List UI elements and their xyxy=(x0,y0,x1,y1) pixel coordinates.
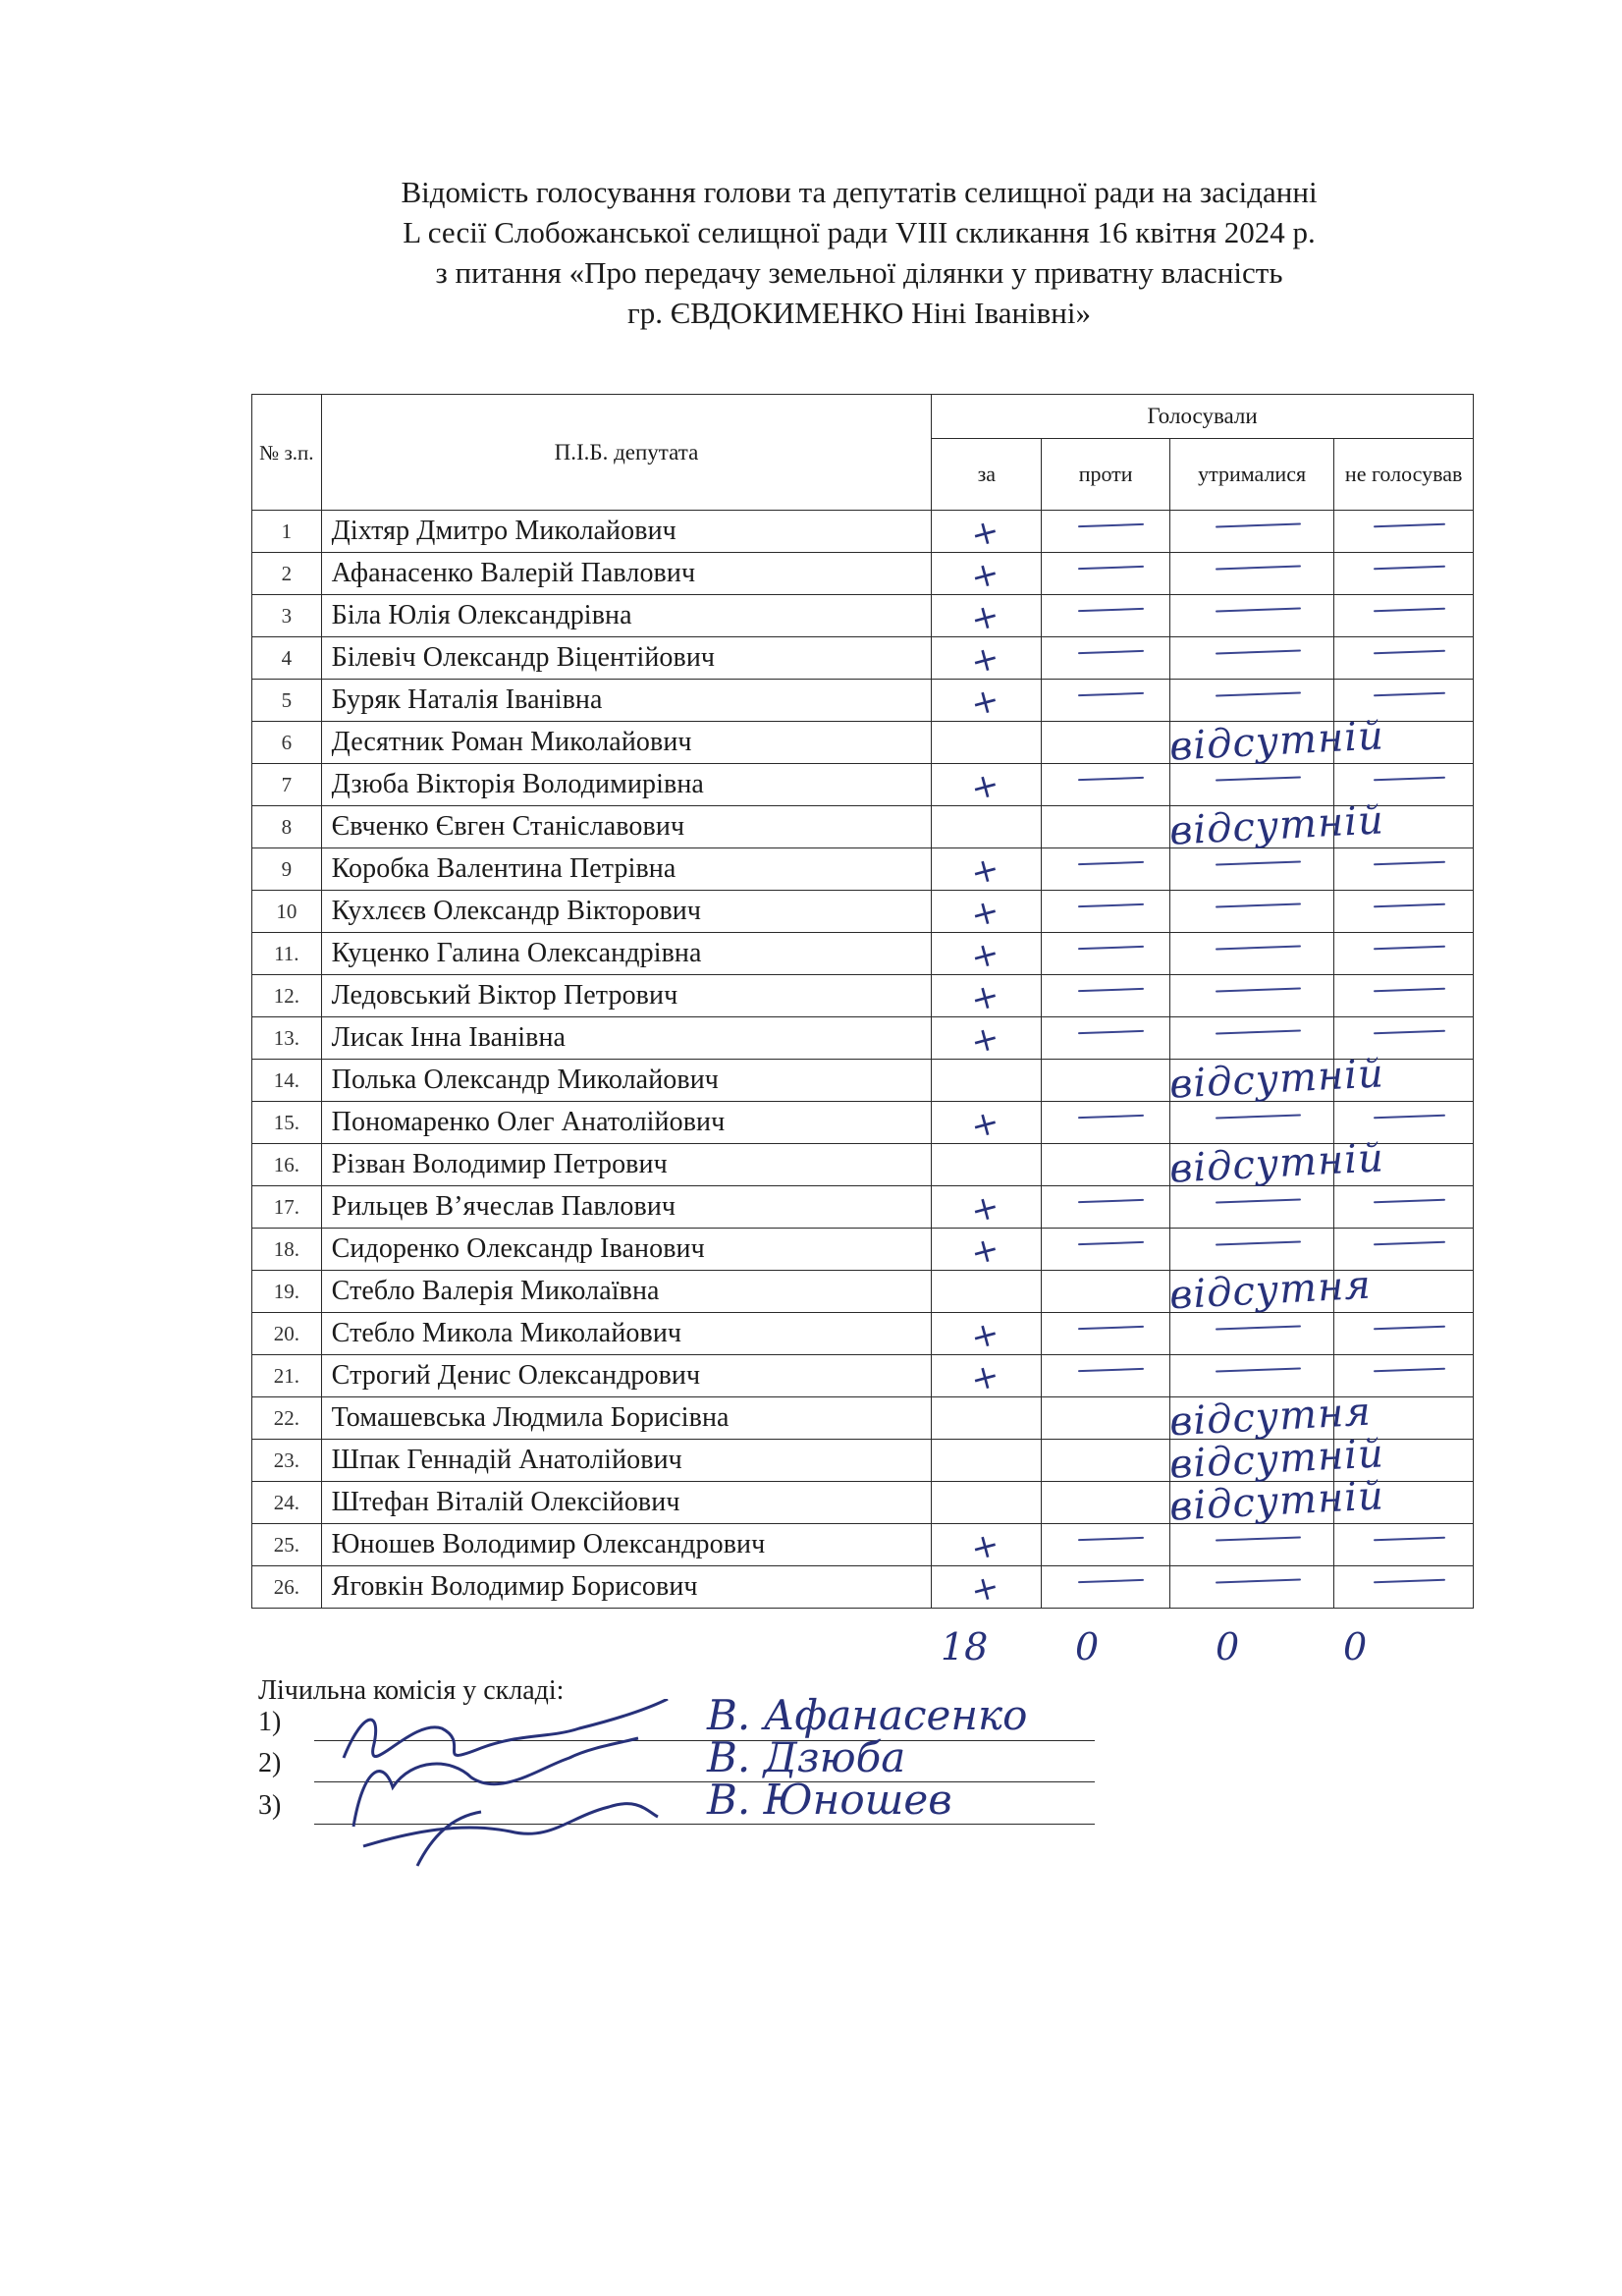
table-row xyxy=(252,1355,1474,1397)
vote-cell-utr xyxy=(1169,933,1334,975)
vote-cell-ne xyxy=(1334,1313,1474,1355)
table-row xyxy=(252,1060,1474,1102)
title-line-4: гр. ЄВДОКИМЕНКО Ніні Іванівні» xyxy=(626,296,1091,330)
vote-cell-ne xyxy=(1334,511,1474,553)
dash-mark xyxy=(1374,650,1445,655)
dash-mark xyxy=(1078,988,1144,992)
table-row xyxy=(252,933,1474,975)
vote-cell-za xyxy=(932,1354,1042,1401)
voting-rows xyxy=(252,510,1474,1613)
vote-cell-utr xyxy=(1169,722,1334,764)
vote-cell-proty xyxy=(1042,1135,1386,1192)
table-row xyxy=(252,764,1474,806)
vote-cell-utr xyxy=(1169,1355,1334,1397)
dash-mark xyxy=(1216,902,1301,907)
row-number: 3 xyxy=(252,595,322,637)
dash-mark xyxy=(1216,1198,1301,1203)
dash-mark xyxy=(1078,1030,1144,1034)
table-row xyxy=(252,1229,1474,1271)
vote-cell-proty xyxy=(1042,1262,1374,1319)
vote-cell-ne xyxy=(1334,595,1474,637)
vote-cell-proty xyxy=(1042,1229,1169,1271)
vote-cell-utr xyxy=(1169,1144,1334,1186)
dash-mark xyxy=(1374,1368,1445,1373)
dash-mark xyxy=(1216,1578,1301,1583)
vote-cell-utr xyxy=(1169,1313,1334,1355)
vote-cell-za xyxy=(932,1101,1042,1148)
absent-note: відсутній xyxy=(1168,1473,1386,1530)
title-line-2: L сесії Слобожанської селищної ради VIII скликання 16 квітня 2024 р. xyxy=(403,215,1316,249)
vote-cell-za xyxy=(932,1060,1042,1102)
total-not-voted: 0 xyxy=(1343,1625,1368,1668)
vote-cell-za xyxy=(932,636,1042,683)
deputy-name: Стебло Валерія Миколаївна xyxy=(321,1271,932,1313)
dash-mark xyxy=(1216,1240,1301,1245)
vote-cell-proty xyxy=(1042,511,1169,553)
row-number: 2 xyxy=(252,553,322,595)
row-number: 6 xyxy=(252,722,322,764)
vote-cell-za xyxy=(932,722,1042,764)
vote-cell-ne xyxy=(1334,848,1474,891)
dash-mark xyxy=(1374,1579,1445,1584)
dash-mark xyxy=(1078,1326,1144,1330)
deputy-name: Сидоренко Олександр Іванович xyxy=(321,1229,932,1271)
deputy-name: Діхтяр Дмитро Миколайович xyxy=(321,511,932,553)
vote-cell-utr xyxy=(1169,975,1334,1017)
commission-label: Лічильна комісія у складі: xyxy=(258,1675,565,1706)
header-name: П.І.Б. депутата xyxy=(321,395,932,511)
total-abstained: 0 xyxy=(1216,1625,1240,1668)
voting-table xyxy=(251,394,1474,1613)
vote-cell-ne xyxy=(1334,933,1474,975)
vote-cell-za xyxy=(932,552,1042,599)
dash-mark xyxy=(1078,1368,1144,1372)
row-number: 4 xyxy=(252,637,322,680)
table-row xyxy=(252,680,1474,722)
table-row xyxy=(252,891,1474,933)
dash-mark xyxy=(1374,1199,1445,1204)
commission-member-2: В. Дзюба xyxy=(707,1733,906,1781)
deputy-name: Томашевська Людмила Борисівна xyxy=(321,1397,932,1440)
vote-cell-za xyxy=(932,594,1042,641)
vote-cell-proty xyxy=(1042,680,1169,722)
deputy-name: Стебло Микола Миколайович xyxy=(321,1313,932,1355)
dash-mark xyxy=(1216,649,1301,654)
dash-mark xyxy=(1216,607,1301,612)
deputy-name: Біла Юлія Олександрівна xyxy=(321,595,932,637)
vote-cell-ne xyxy=(1334,1144,1474,1186)
row-number: 7 xyxy=(252,764,322,806)
dash-mark xyxy=(1374,1115,1445,1120)
vote-cell-utr xyxy=(1169,1102,1334,1144)
dash-mark xyxy=(1078,1199,1144,1203)
table-row xyxy=(252,595,1474,637)
dash-mark xyxy=(1374,988,1445,993)
vote-for-mark: + xyxy=(966,1565,1004,1613)
vote-cell-proty xyxy=(1042,1431,1386,1488)
vote-cell-za xyxy=(932,890,1042,937)
dash-mark xyxy=(1078,946,1144,950)
vote-cell-proty xyxy=(1042,1017,1169,1060)
vote-cell-ne xyxy=(1334,891,1474,933)
dash-mark xyxy=(1374,608,1445,613)
vote-cell-proty xyxy=(1042,1051,1386,1108)
dash-mark xyxy=(1374,1537,1445,1542)
row-number: 26. xyxy=(252,1566,322,1609)
vote-cell-utr xyxy=(1169,553,1334,595)
row-number: 22. xyxy=(252,1397,322,1440)
vote-cell-utr xyxy=(1169,848,1334,891)
dash-mark xyxy=(1078,566,1144,570)
vote-cell-utr xyxy=(1169,637,1334,680)
vote-cell-za xyxy=(932,1440,1042,1482)
header-against: проти xyxy=(1042,439,1169,511)
dash-mark xyxy=(1374,946,1445,951)
table-row xyxy=(252,975,1474,1017)
row-number: 9 xyxy=(252,848,322,891)
vote-cell-proty xyxy=(1042,933,1169,975)
dash-mark xyxy=(1374,1326,1445,1331)
vote-cell-za xyxy=(932,510,1042,557)
deputy-name: Різван Володимир Петрович xyxy=(321,1144,932,1186)
table-row xyxy=(252,1524,1474,1566)
vote-cell-za xyxy=(932,847,1042,895)
vote-cell-proty xyxy=(1042,1389,1374,1446)
vote-cell-proty xyxy=(1042,1186,1169,1229)
row-number: 14. xyxy=(252,1060,322,1102)
vote-cell-za xyxy=(932,1016,1042,1064)
vote-for-mark: + xyxy=(966,890,1004,937)
vote-for-mark: + xyxy=(966,974,1004,1021)
table-row xyxy=(252,1186,1474,1229)
dash-mark xyxy=(1216,1029,1301,1034)
dash-mark xyxy=(1374,1030,1445,1035)
vote-cell-utr xyxy=(1169,764,1334,806)
vote-cell-za xyxy=(932,1482,1042,1524)
dash-mark xyxy=(1374,692,1445,697)
dash-mark xyxy=(1374,861,1445,866)
vote-cell-utr xyxy=(1169,1060,1334,1102)
dash-mark xyxy=(1078,650,1144,654)
dash-mark xyxy=(1374,523,1445,528)
dash-mark xyxy=(1374,903,1445,908)
vote-cell-za xyxy=(932,932,1042,979)
dash-mark xyxy=(1216,945,1301,950)
vote-cell-proty xyxy=(1042,848,1169,891)
absent-note: відсутня xyxy=(1168,1262,1374,1319)
dash-mark xyxy=(1216,1367,1301,1372)
vote-cell-utr xyxy=(1169,1229,1334,1271)
vote-cell-proty xyxy=(1042,1313,1169,1355)
vote-cell-proty xyxy=(1042,1102,1169,1144)
vote-cell-ne xyxy=(1334,1186,1474,1229)
row-number: 11. xyxy=(252,933,322,975)
table-row xyxy=(252,1566,1474,1609)
vote-cell-proty xyxy=(1042,1566,1169,1609)
row-number: 5 xyxy=(252,680,322,722)
row-number: 10 xyxy=(252,891,322,933)
absent-note: відсутній xyxy=(1168,1051,1386,1108)
vote-for-mark: + xyxy=(966,1016,1004,1064)
vote-cell-utr xyxy=(1169,680,1334,722)
dash-mark xyxy=(1374,1241,1445,1246)
dash-mark xyxy=(1216,1536,1301,1541)
row-number: 25. xyxy=(252,1524,322,1566)
vote-for-mark: + xyxy=(966,763,1004,810)
vote-cell-za xyxy=(932,679,1042,726)
vote-for-mark: + xyxy=(966,1354,1004,1401)
vote-cell-utr xyxy=(1169,595,1334,637)
vote-cell-ne xyxy=(1334,722,1474,764)
vote-for-mark: + xyxy=(966,636,1004,683)
table-row xyxy=(252,722,1474,764)
vote-cell-utr xyxy=(1169,511,1334,553)
dash-mark xyxy=(1078,692,1144,696)
row-number: 1 xyxy=(252,511,322,553)
vote-cell-proty xyxy=(1042,1355,1169,1397)
vote-cell-ne xyxy=(1334,1482,1474,1524)
deputy-name: Буряк Наталія Іванівна xyxy=(321,680,932,722)
deputy-name: Ледовський Віктор Петрович xyxy=(321,975,932,1017)
commission-index-3: 3) xyxy=(258,1790,282,1821)
deputy-name: Євченко Євген Станіславович xyxy=(321,806,932,848)
vote-cell-za xyxy=(932,1565,1042,1613)
vote-cell-proty xyxy=(1042,713,1386,770)
deputy-name: Строгий Денис Олександрович xyxy=(321,1355,932,1397)
dash-mark xyxy=(1078,903,1144,907)
table-row xyxy=(252,1313,1474,1355)
table-row xyxy=(252,1482,1474,1524)
absent-note: відсутній xyxy=(1168,797,1386,854)
deputy-name: Куценко Галина Олександрівна xyxy=(321,933,932,975)
row-number: 21. xyxy=(252,1355,322,1397)
deputy-name: Шпак Геннадій Анатолійович xyxy=(321,1440,932,1482)
row-number: 23. xyxy=(252,1440,322,1482)
vote-cell-ne xyxy=(1334,1524,1474,1566)
deputy-name: Афанасенко Валерій Павлович xyxy=(321,553,932,595)
vote-cell-utr xyxy=(1169,1440,1334,1482)
vote-cell-ne xyxy=(1334,553,1474,595)
vote-cell-proty xyxy=(1042,1524,1169,1566)
vote-for-mark: + xyxy=(966,1312,1004,1359)
dash-mark xyxy=(1078,1115,1144,1119)
row-number: 18. xyxy=(252,1229,322,1271)
commission-index-2: 2) xyxy=(258,1748,282,1778)
deputy-name: Десятник Роман Миколайович xyxy=(321,722,932,764)
deputy-name: Юношев Володимир Олександрович xyxy=(321,1524,932,1566)
row-number: 15. xyxy=(252,1102,322,1144)
dash-mark xyxy=(1078,1579,1144,1583)
row-number: 20. xyxy=(252,1313,322,1355)
vote-cell-proty xyxy=(1042,797,1386,854)
vote-cell-za xyxy=(932,1523,1042,1570)
total-for: 18 xyxy=(941,1625,989,1668)
row-number: 13. xyxy=(252,1017,322,1060)
vote-cell-za xyxy=(932,1144,1042,1186)
table-row xyxy=(252,1440,1474,1482)
header-number: № з.п. xyxy=(252,395,322,511)
dash-mark xyxy=(1078,1241,1144,1245)
vote-cell-utr xyxy=(1169,1017,1334,1060)
deputy-name: Лисак Інна Іванівна xyxy=(321,1017,932,1060)
vote-cell-proty xyxy=(1042,637,1169,680)
vote-cell-proty xyxy=(1042,891,1169,933)
vote-cell-za xyxy=(932,974,1042,1021)
dash-mark xyxy=(1078,523,1144,527)
vote-cell-proty xyxy=(1042,975,1169,1017)
vote-cell-utr xyxy=(1169,806,1334,848)
header-voted: Голосували xyxy=(932,395,1474,439)
dash-mark xyxy=(1078,1537,1144,1541)
commission-member-3: В. Юношев xyxy=(707,1776,952,1824)
vote-cell-ne xyxy=(1334,1060,1474,1102)
table-row xyxy=(252,806,1474,848)
header-abstained: утрималися xyxy=(1169,439,1334,511)
document-title xyxy=(295,172,1424,333)
vote-for-mark: + xyxy=(966,552,1004,599)
dash-mark xyxy=(1374,566,1445,571)
table-row xyxy=(252,511,1474,553)
vote-cell-utr xyxy=(1169,1482,1334,1524)
dash-mark xyxy=(1216,776,1301,781)
absent-note: відсутній xyxy=(1168,1135,1386,1192)
row-number: 16. xyxy=(252,1144,322,1186)
table-row xyxy=(252,1144,1474,1186)
vote-cell-za xyxy=(932,1271,1042,1313)
table-row xyxy=(252,1102,1474,1144)
vote-cell-ne xyxy=(1334,1271,1474,1313)
deputy-name: Коробка Валентина Петрівна xyxy=(321,848,932,891)
vote-cell-za xyxy=(932,1397,1042,1440)
vote-cell-ne xyxy=(1334,975,1474,1017)
vote-for-mark: + xyxy=(966,847,1004,895)
vote-cell-utr xyxy=(1169,891,1334,933)
table-row xyxy=(252,1271,1474,1313)
vote-cell-za xyxy=(932,1185,1042,1232)
header-not-voted: не голосував xyxy=(1334,439,1474,511)
vote-cell-utr xyxy=(1169,1271,1334,1313)
commission-member-1: В. Афанасенко xyxy=(707,1691,1028,1739)
row-number: 24. xyxy=(252,1482,322,1524)
deputy-name: Пономаренко Олег Анатолійович xyxy=(321,1102,932,1144)
vote-cell-ne xyxy=(1334,806,1474,848)
vote-cell-utr xyxy=(1169,1566,1334,1609)
commission-index-1: 1) xyxy=(258,1707,282,1737)
deputy-name: Білевіч Олександр Віцентійович xyxy=(321,637,932,680)
dash-mark xyxy=(1216,1114,1301,1119)
vote-cell-proty xyxy=(1042,764,1169,806)
vote-cell-za xyxy=(932,1228,1042,1275)
dash-mark xyxy=(1078,861,1144,865)
deputy-name: Кухлєєв Олександр Вікторович xyxy=(321,891,932,933)
table-row xyxy=(252,553,1474,595)
vote-cell-ne xyxy=(1334,637,1474,680)
table-row xyxy=(252,1017,1474,1060)
vote-cell-za xyxy=(932,806,1042,848)
vote-cell-za xyxy=(932,1312,1042,1359)
vote-cell-proty xyxy=(1042,1473,1386,1530)
dash-mark xyxy=(1216,691,1301,696)
deputy-name: Яговкін Володимир Борисович xyxy=(321,1566,932,1609)
absent-note: відсутній xyxy=(1168,1431,1386,1488)
deputy-name: Полька Олександр Миколайович xyxy=(321,1060,932,1102)
vote-for-mark: + xyxy=(966,1185,1004,1232)
dash-mark xyxy=(1374,777,1445,782)
vote-for-mark: + xyxy=(966,1523,1004,1570)
vote-cell-ne xyxy=(1334,1566,1474,1609)
vote-for-mark: + xyxy=(966,679,1004,726)
vote-for-mark: + xyxy=(966,1228,1004,1275)
vote-cell-za xyxy=(932,763,1042,810)
total-against: 0 xyxy=(1075,1625,1100,1668)
dash-mark xyxy=(1216,860,1301,865)
vote-for-mark: + xyxy=(966,594,1004,641)
title-line-3: з питання «Про передачу земельної ділянки у приватну власність xyxy=(435,255,1283,290)
dash-mark xyxy=(1216,1325,1301,1330)
row-number: 17. xyxy=(252,1186,322,1229)
row-number: 19. xyxy=(252,1271,322,1313)
vote-for-mark: + xyxy=(966,932,1004,979)
deputy-name: Дзюба Вікторія Володимирівна xyxy=(321,764,932,806)
signature-scribbles xyxy=(324,1699,697,1876)
vote-cell-utr xyxy=(1169,1186,1334,1229)
vote-for-mark: + xyxy=(966,510,1004,557)
dash-mark xyxy=(1078,608,1144,612)
vote-cell-utr xyxy=(1169,1524,1334,1566)
dash-mark xyxy=(1216,987,1301,992)
row-number: 12. xyxy=(252,975,322,1017)
vote-cell-proty xyxy=(1042,595,1169,637)
deputy-name: Рильцев В’ячеслав Павлович xyxy=(321,1186,932,1229)
row-number: 8 xyxy=(252,806,322,848)
table-row xyxy=(252,1397,1474,1440)
vote-cell-proty xyxy=(1042,553,1169,595)
table-row xyxy=(252,637,1474,680)
absent-note: відсутній xyxy=(1168,713,1386,770)
header-for: за xyxy=(932,439,1042,511)
dash-mark xyxy=(1216,565,1301,570)
vote-cell-utr xyxy=(1169,1397,1334,1440)
dash-mark xyxy=(1216,522,1301,527)
absent-note: відсутня xyxy=(1168,1389,1374,1446)
deputy-name: Штефан Віталій Олексійович xyxy=(321,1482,932,1524)
vote-for-mark: + xyxy=(966,1101,1004,1148)
dash-mark xyxy=(1078,777,1144,781)
table-row xyxy=(252,848,1474,891)
title-line-1: Відомість голосування голови та депутатів селищної ради на засіданні xyxy=(401,175,1318,209)
